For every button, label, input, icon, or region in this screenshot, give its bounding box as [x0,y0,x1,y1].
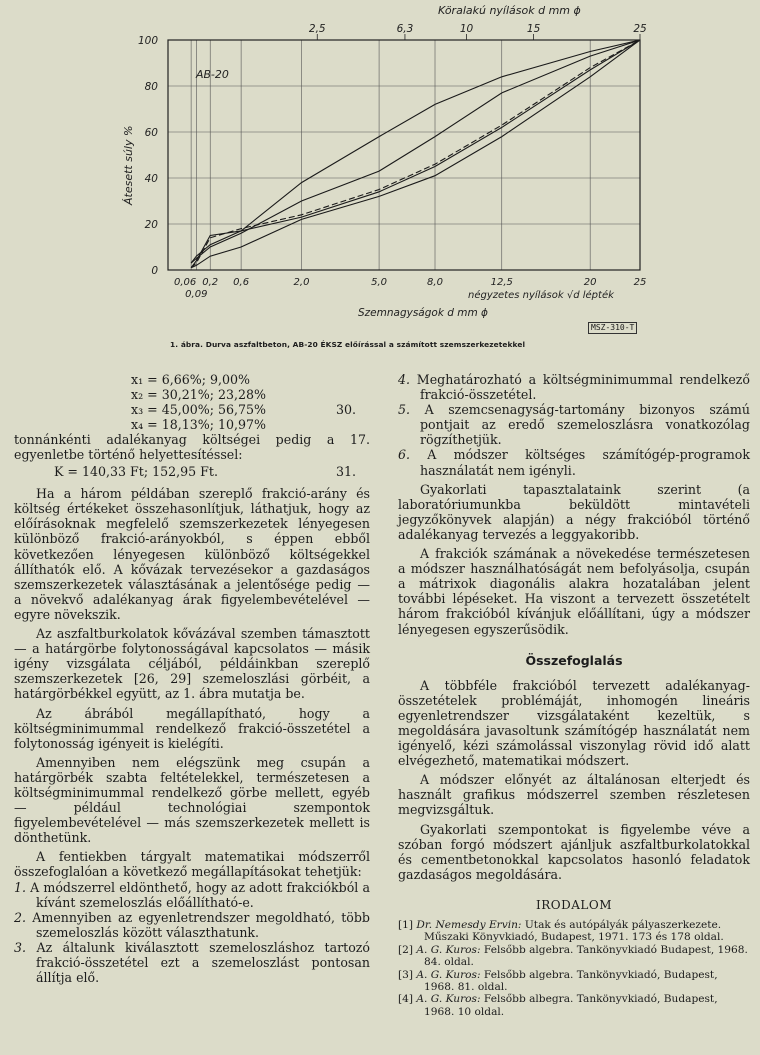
list-item-number: 4. [398,372,411,387]
equation-row [14,417,370,432]
reference-author: A. G. Kuros: [416,968,481,981]
x-tick-label: 2,0 [293,277,310,288]
list-item-text: Meghatározható a költségminimummal rendelkező frakció-összetétel. [416,372,750,403]
y-tick-label: 60 [144,127,158,139]
top-tick-label: 6,3 [396,23,414,35]
chart-bottom-sublabel: négyzetes nyílások √d lépték [468,290,614,301]
list-item-number: 6. [398,447,411,463]
x-tick-label: 0,6 [233,277,250,288]
reference-item [398,993,750,1018]
chart-inner-label: AB-20 [196,68,229,81]
figure-code: MSZ-310-T [588,322,637,334]
equation-k [14,464,370,480]
paragraph: Amennyiben nem elégszünk meg csupán a határgörbék szabta feltételekkel, természetesen a költségminimummal rendelkező görbe mellett, egyéb — például technológiai szempontok figyelembevételével — más szemszerkezetek mellett is dönthetünk. [14,754,370,846]
chart-ylabel: Átesett súly % [122,125,135,205]
paragraph: tonnánkénti adalékanyag költségei pedig a 17. egyenletbe történő helyettesítéssel: [14,432,370,463]
series-line-2 [191,40,640,263]
series-line-5 [191,40,640,268]
y-tick-label: 100 [137,35,158,47]
y-tick-label: 80 [144,81,158,93]
list-item [14,910,370,940]
section-heading-summary: Összefoglalás [525,652,623,668]
x-tick-label: 5,0 [371,277,388,288]
reference-number: [2] [398,943,414,956]
equation-expr: x₄ = 18,13%; 10,97% [131,417,266,432]
list-item-number: 3. [14,939,27,955]
top-tick-label: 2,5 [308,23,326,35]
equation-row [14,387,370,402]
list-item-text: A szemcsenagyság-tartomány bizonyos számú pontjait az eredő szemeloszlásra vonatkozólag rögzíthetjük. [420,402,750,448]
list-item [398,372,750,402]
equation-number: 30. [335,402,356,417]
chart-top-title: Köralakú nyílások d mm ϕ [438,4,581,17]
grading-chart [0,0,760,340]
list-item [14,940,370,985]
reference-author: A. G. Kuros: [416,993,481,1006]
chart-series [191,40,640,268]
list-item-text: A módszerrel eldönthető, hogy az adott frakciókból a kívánt szemeloszlás előállítható-e. [30,879,370,910]
list-item-number: 5. [398,402,411,418]
reference-author: Dr. Nemesdy Ervin: [416,919,522,931]
reference-text: Felsőbb albegra. Tankönyvkiadó, Budapest, 1968. 10 oldal. [424,993,718,1018]
reference-text: Utak és autópályák pályaszerkezete. Műszaki Könyvkiadó, Budapest, 1971. 173 és 178 oldal. [424,919,724,944]
x-tick-label: 25 [633,277,647,288]
paragraph: Gyakorlati szempontokat is figyelembe véve a szóban forgó módszert ajánljuk aszfaltburkolatokkal és cementbetonokkal kapcsolatos hasonló feladatok gazdaságos megoldására. [398,821,750,882]
reference-item [398,944,750,969]
list-item-number: 1. [14,879,27,895]
left-column [14,372,370,985]
top-tick-label: 25 [633,23,647,35]
paragraph: Az aszfaltburkolatok kővázával szemben támasztott — a határgörbe folytonosságával kapcsolatos — másik igény vizsgálata céljából, példáinkban szereplő szemszerkezetek [26, 29] szemeloszlási görbéit, a határgörbékkel együtt, az 1. ábra mutatja be. [14,626,370,702]
chart-xlabel: Szemnagyságok d mm ϕ [358,307,488,319]
chart-frame [168,40,640,270]
equation-expr: x₁ = 6,66%; 9,00% [131,372,250,387]
x-tick-label: 0,09 [185,289,208,300]
paragraph: A módszer előnyét az általánosan elterjedt és használt grafikus módszerrel szemben részletesen megvizsgáltuk. [398,772,750,818]
list-item [398,447,750,477]
y-tick-label: 40 [144,173,158,185]
equation-expr: K = 140,33 Ft; 152,95 Ft. [54,464,218,480]
list-item-text: Az általunk kiválasztott szemeloszláshoz tartozó frakció-összetétel ezt a szemeloszlást pontosan állítja elő. [36,939,370,986]
list-item-number: 2. [14,909,27,925]
series-line-4 [191,40,640,268]
reference-number: [3] [398,968,414,981]
equation-expr: x₃ = 45,00%; 56,75% [131,402,266,417]
equation-row [14,372,370,387]
equation-row [14,402,370,417]
paragraph: A többféle frakcióból tervezett adalékanyag-összetételek problémáját, inhomogén lineáris egyenletrendszer vizsgálataként kezeltük, s megoldására javasoltunk számítógép használatát nem igényelő, kézi számolással viszonylag rövid idő alatt elvégezhető, matematikai módszert. [398,677,750,769]
reference-item [398,919,750,944]
paragraph: A fentiekben tárgyalt matematikai módszerről összefoglalóan a következő megállapításokat tehetjük: [14,849,370,880]
series-line-1 [191,40,640,263]
equation-expr: x₂ = 30,21%; 23,28% [131,387,266,402]
y-tick-label: 0 [151,265,158,277]
reference-item [398,969,750,994]
reference-text: Felsőbb algebra. Tankönyvkiadó Budapest, 1968. 84. oldal. [424,943,748,969]
reference-number: [1] [398,919,414,931]
y-tick-label: 20 [144,219,158,231]
paragraph: Ha a három példában szereplő frakció-arány és költség értékeket összehasonlítjuk, láthatjuk, hogy az előírásoknak megfelelő szemszerkezetek lényegesen különböző frakció-arányokból, s éppen ebből következően lényegesen különböző költségekkel állíthatók elő. A kővázak tervezésekor a gazdaságos szemszerkezetek választásának a jelentősége pedig — a növekvő adalékanyag árak figyelembevételével — egyre növekszik. [14,486,370,622]
list-item [14,880,370,910]
list-item-text: Amennyiben az egyenletrendszer megoldható, több szemeloszlás között választhatunk. [32,909,370,940]
reference-number: [4] [398,993,414,1006]
figure-caption: 1. ábra. Durva aszfaltbeton, AB-20 ÉKSZ előírással a számított szemszerkezetekkel [170,340,526,349]
x-tick-label: 20 [583,277,597,288]
top-tick-label: 10 [459,23,474,35]
reference-text: Felsőbb algebra. Tankönyvkiadó, Budapest, 1968. 81. oldal. [424,968,718,994]
list-item-text: A módszer költséges számítógép-programok használatát nem igényli. [420,447,750,478]
section-heading-references: IRODALOM [536,897,612,912]
top-tick-label: 15 [526,23,541,35]
x-tick-label: 8,0 [427,277,443,288]
x-tick-label: 12,5 [490,277,513,288]
reference-author: A. G. Kuros: [416,943,481,956]
paragraph: A frakciók számának a növekedése természetesen a módszer használhatóságát nem befolyásolja, csupán a mátrixok diagonális alakra hozatalában jelent további lépéseket. Ha viszont a tervezett összetételt három frakcióból kívánjuk előállítani, úgy a módszer lényegesen egyszerűsödik. [398,546,750,637]
paragraph: Gyakorlati tapasztalataink szerint (a laboratóriumunkba beküldött mintavételi jegyzőkönyvek alapján) a négy frakcióból történő adalékanyag tervezés a leggyakoribb. [398,481,750,542]
equation-number: 31. [335,464,356,480]
x-tick-label: 0,06 [173,277,197,288]
x-tick-label: 0,2 [202,277,219,288]
right-column [398,372,750,1018]
series-line-3 [191,40,640,268]
list-item [398,402,750,447]
paragraph: Az ábrából megállapítható, hogy a költségminimummal rendelkező frakció-összetétel a folytonosság igényeit is kielégíti. [14,705,370,751]
